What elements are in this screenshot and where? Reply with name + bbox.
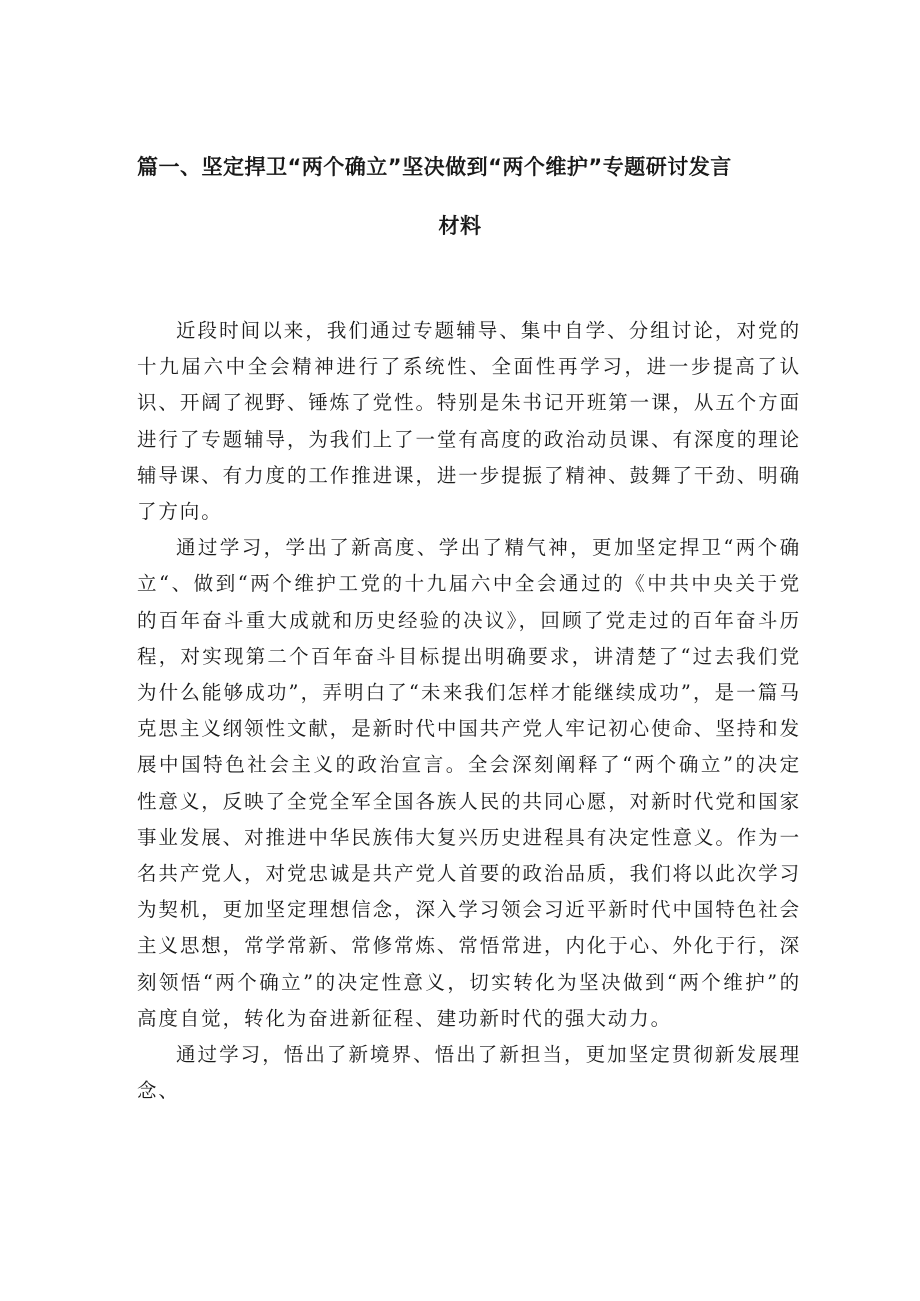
paragraph-2: 通过学习，学出了新高度、学出了精气神，更加坚定捍卫“两个确立“、做到“两个维护工党的十九届六中全会通过的《中共中央关于党的百年奋斗重大成就和历史经验的决议》，回顾了党走过的百年奋斗历程，对实现第二个百年奋斗目标提出明确要求，讲清楚了“过去我们党为什么能够成功”，弄明白了“未来我们怎样才能继续成功”，是一篇马克思主义纲领性文献，是新时代中国共产党人牢记初心使命、坚持和发展中国特色社会主义的政治宣言。全会深刻阐释了“两个确立”的决定性意义，反映了全党全军全国各族人民的共同心愿，对新时代党和国家事业发展、对推进中华民族伟大复兴历史进程具有决定性意义。作为一名共产党人，对党忠诚是共产党人首要的政治品质，我们将以此次学习为契机，更加坚定理想信念，深入学习领会习近平新时代中国特色社会主义思想，常学常新、常修常炼、常悟常进，内化于心、外化于行，深刻领悟“两个确立”的决定性意义，切实转化为坚决做到“两个维护”的高度自觉，转化为奋进新征程、建功新时代的强大动力。 — [137, 536, 801, 1030]
document-body — [137, 313, 801, 1109]
document-title-line-1: 篇一、坚定捍卫“两个确立”坚决做到“两个维护”专题研讨发言 — [137, 155, 732, 179]
document-title-line-2: 材料 — [438, 214, 482, 238]
paragraph-1: 近段时间以来，我们通过专题辅导、集中自学、分组讨论，对党的十九届六中全会精神进行了系统性、全面性再学习，进一步提高了认识、开阔了视野、锤炼了党性。特别是朱书记开班第一课，从五个方面进行了专题辅导，为我们上了一堂有高度的政治动员课、有深度的理论辅导课、有力度的工作推进课，进一步提振了精神、鼓舞了干劲、明确了方向。 — [137, 319, 801, 524]
paragraph-3: 通过学习，悟出了新境界、悟出了新担当，更加坚定贯彻新发展理念、 — [137, 1043, 801, 1103]
